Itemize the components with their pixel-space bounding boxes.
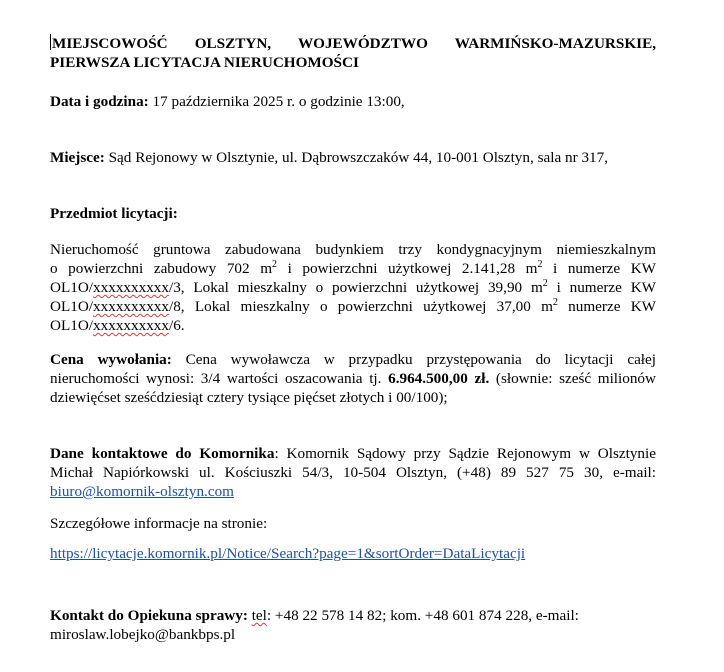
subject-paragraph bbox=[50, 240, 656, 335]
info-label: Szczegółowe informacje na stronie: bbox=[50, 515, 268, 532]
subject-label: Przedmiot licytacji: bbox=[50, 205, 178, 222]
subject-line-5: OL1O/xxxxxxxxxx/6. bbox=[50, 317, 185, 334]
subject-heading bbox=[50, 204, 656, 223]
price-line-1: Cena wywołania: Cena wywoławcza w przypadku przystępowania do licytacji całej bbox=[50, 351, 656, 368]
guardian-line-1: Kontakt do Opiekuna sprawy: tel: +48 22 578 14 82; kom. +48 601 874 228, e-mail: bbox=[50, 607, 579, 624]
price-line-3: dziewięćset sześćdziesiąt cztery tysiące pięćset złotych i 00/100); bbox=[50, 389, 448, 406]
price-label: Cena wywołania: bbox=[50, 351, 172, 368]
price-paragraph bbox=[50, 350, 656, 407]
contact-label: Dane kontaktowe do Komornika bbox=[50, 445, 275, 462]
kw-number-masked: xxxxxxxxxx bbox=[93, 298, 169, 315]
price-line-2: nieruchomości wynosi: 3/4 wartości oszacowania tj. 6.964.500,00 zł. (słownie: sześć milionów bbox=[50, 370, 656, 387]
info-url-line bbox=[50, 544, 656, 563]
subject-line-4: OL1O/xxxxxxxxxx/8, Lokal mieszkalny o powierzchni użytkowej 37,00 $m^2$ numerze KW bbox=[50, 297, 656, 315]
date-paragraph bbox=[50, 92, 656, 111]
tel-word: tel bbox=[251, 607, 267, 624]
text-cursor bbox=[50, 34, 51, 50]
date-label: Data i godzina: bbox=[50, 93, 149, 110]
contact-line-2: Michał Napiórkowski ul. Kościuszki 54/3, 10-504 Olsztyn, (+48) 89 527 75 30, e-mail: bbox=[50, 464, 656, 481]
place-paragraph bbox=[50, 148, 656, 167]
title-line-1: MIEJSCOWOŚĆ OLSZTYN, WOJEWÓDZTWO WARMIŃSKO-MAZURSKIE, bbox=[52, 35, 656, 52]
guardian-label: Kontakt do Opiekuna sprawy: bbox=[50, 607, 248, 624]
subject-line-3: OL1O/xxxxxxxxxx/3, Lokal mieszkalny o powierzchni użytkowej 39,90 $m^2$ i numerze KW bbox=[50, 278, 657, 296]
contact-line-1: Dane kontaktowe do Komornika: Komornik Sądowy przy Sądzie Rejonowym w Olsztynie bbox=[50, 445, 656, 462]
kw-number-masked: xxxxxxxxxx bbox=[93, 317, 169, 334]
place-label: Miejsce: bbox=[50, 149, 105, 166]
auction-url-link[interactable]: https://licytacje.komornik.pl/Notice/Search?page=1&sortOrder=DataLicytacji bbox=[50, 545, 526, 562]
contact-paragraph bbox=[50, 444, 656, 501]
kw-number-masked: xxxxxxxxxx bbox=[93, 279, 169, 296]
subject-line-1: Nieruchomość gruntowa zabudowana budynkiem trzy kondygnacyjnym niemieszkalnym bbox=[50, 241, 656, 258]
title-line-2: PIERWSZA LICYTACJA NIERUCHOMOŚCI bbox=[50, 54, 359, 71]
guardian-email: miroslaw.lobejko@bankbps.pl bbox=[50, 626, 236, 643]
bailiff-email-link[interactable]: biuro@komornik-olsztyn.com bbox=[50, 483, 234, 500]
date-value: 17 października 2025 r. o godzinie 13:00, bbox=[148, 93, 405, 110]
page-title bbox=[50, 34, 656, 72]
subject-line-2: o powierzchni zabudowy 702 $m^2$ i powierzchni użytkowej 2.141,28 $m^2$ i numerze KW bbox=[50, 259, 657, 277]
price-amount: 6.964.500,00 zł. bbox=[388, 370, 490, 387]
place-value: Sąd Rejonowy w Olsztynie, ul. Dąbrowszczaków 44, 10-001 Olsztyn, sala nr 317, bbox=[104, 149, 609, 166]
guardian-paragraph bbox=[50, 606, 656, 644]
